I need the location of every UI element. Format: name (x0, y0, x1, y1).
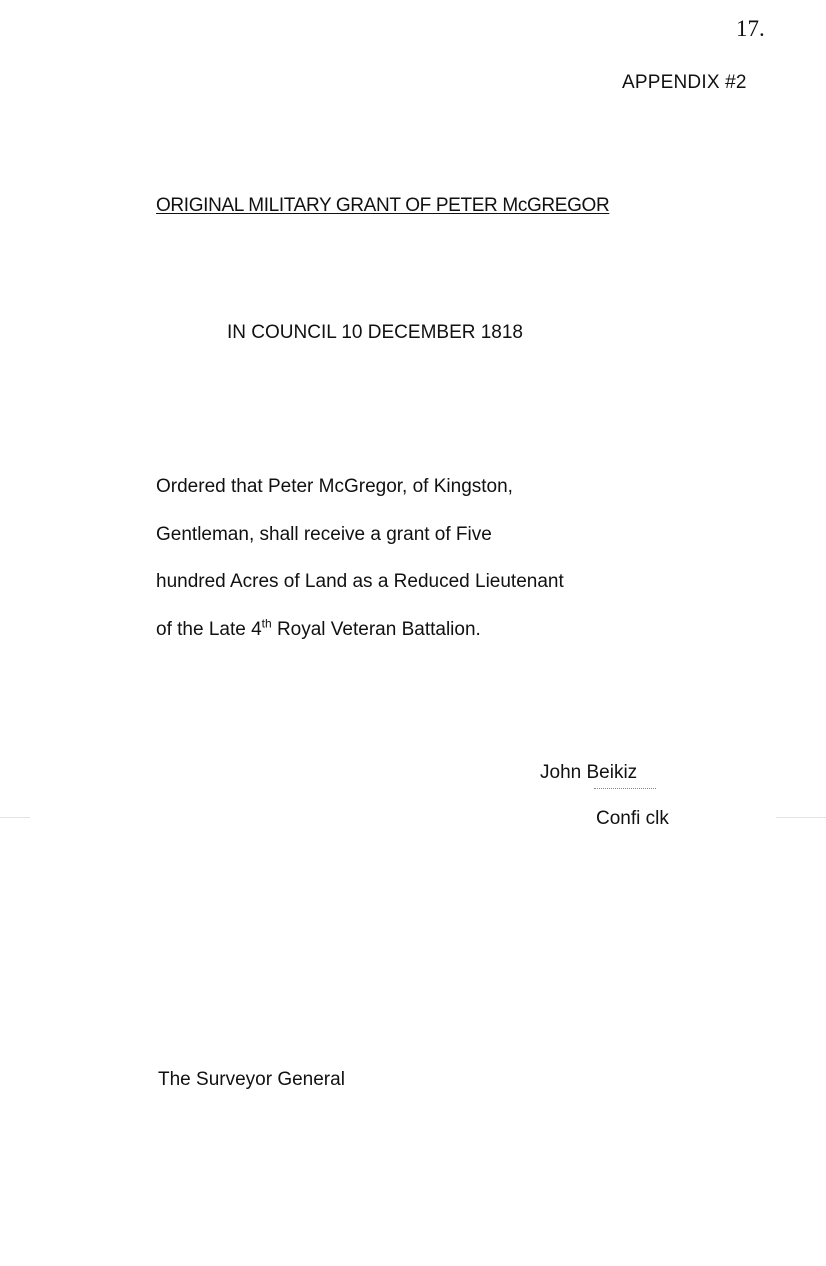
order-paragraph (156, 474, 564, 664)
addressee: The Surveyor General (158, 1069, 345, 1090)
document-title: ORIGINAL MILITARY GRANT OF PETER McGREGOR (156, 195, 610, 216)
order-line-4-end: Royal Veteran Battalion. (271, 618, 481, 640)
council-date-line: IN COUNCIL 10 DECEMBER 1818 (227, 322, 524, 343)
page-break-mark-left (0, 817, 30, 818)
order-line-3: hundred Acres of Land as a Reduced Lieutenant (156, 571, 564, 592)
order-line-4 (156, 617, 564, 665)
page-break-mark-right (776, 817, 826, 818)
ordinal-superscript: th (261, 616, 272, 631)
signer-name: John Beikiz (540, 762, 638, 783)
page-number: 17. (736, 16, 765, 41)
signer-dotted-underline (594, 788, 656, 789)
signer-title: Confi clk (596, 808, 669, 829)
order-line-1: Ordered that Peter McGregor, of Kingston, (156, 476, 513, 497)
appendix-label: APPENDIX #2 (622, 72, 747, 93)
order-line-4-start: of the Late 4 (156, 618, 262, 640)
order-line-2: Gentleman, shall receive a grant of Five (156, 523, 492, 545)
